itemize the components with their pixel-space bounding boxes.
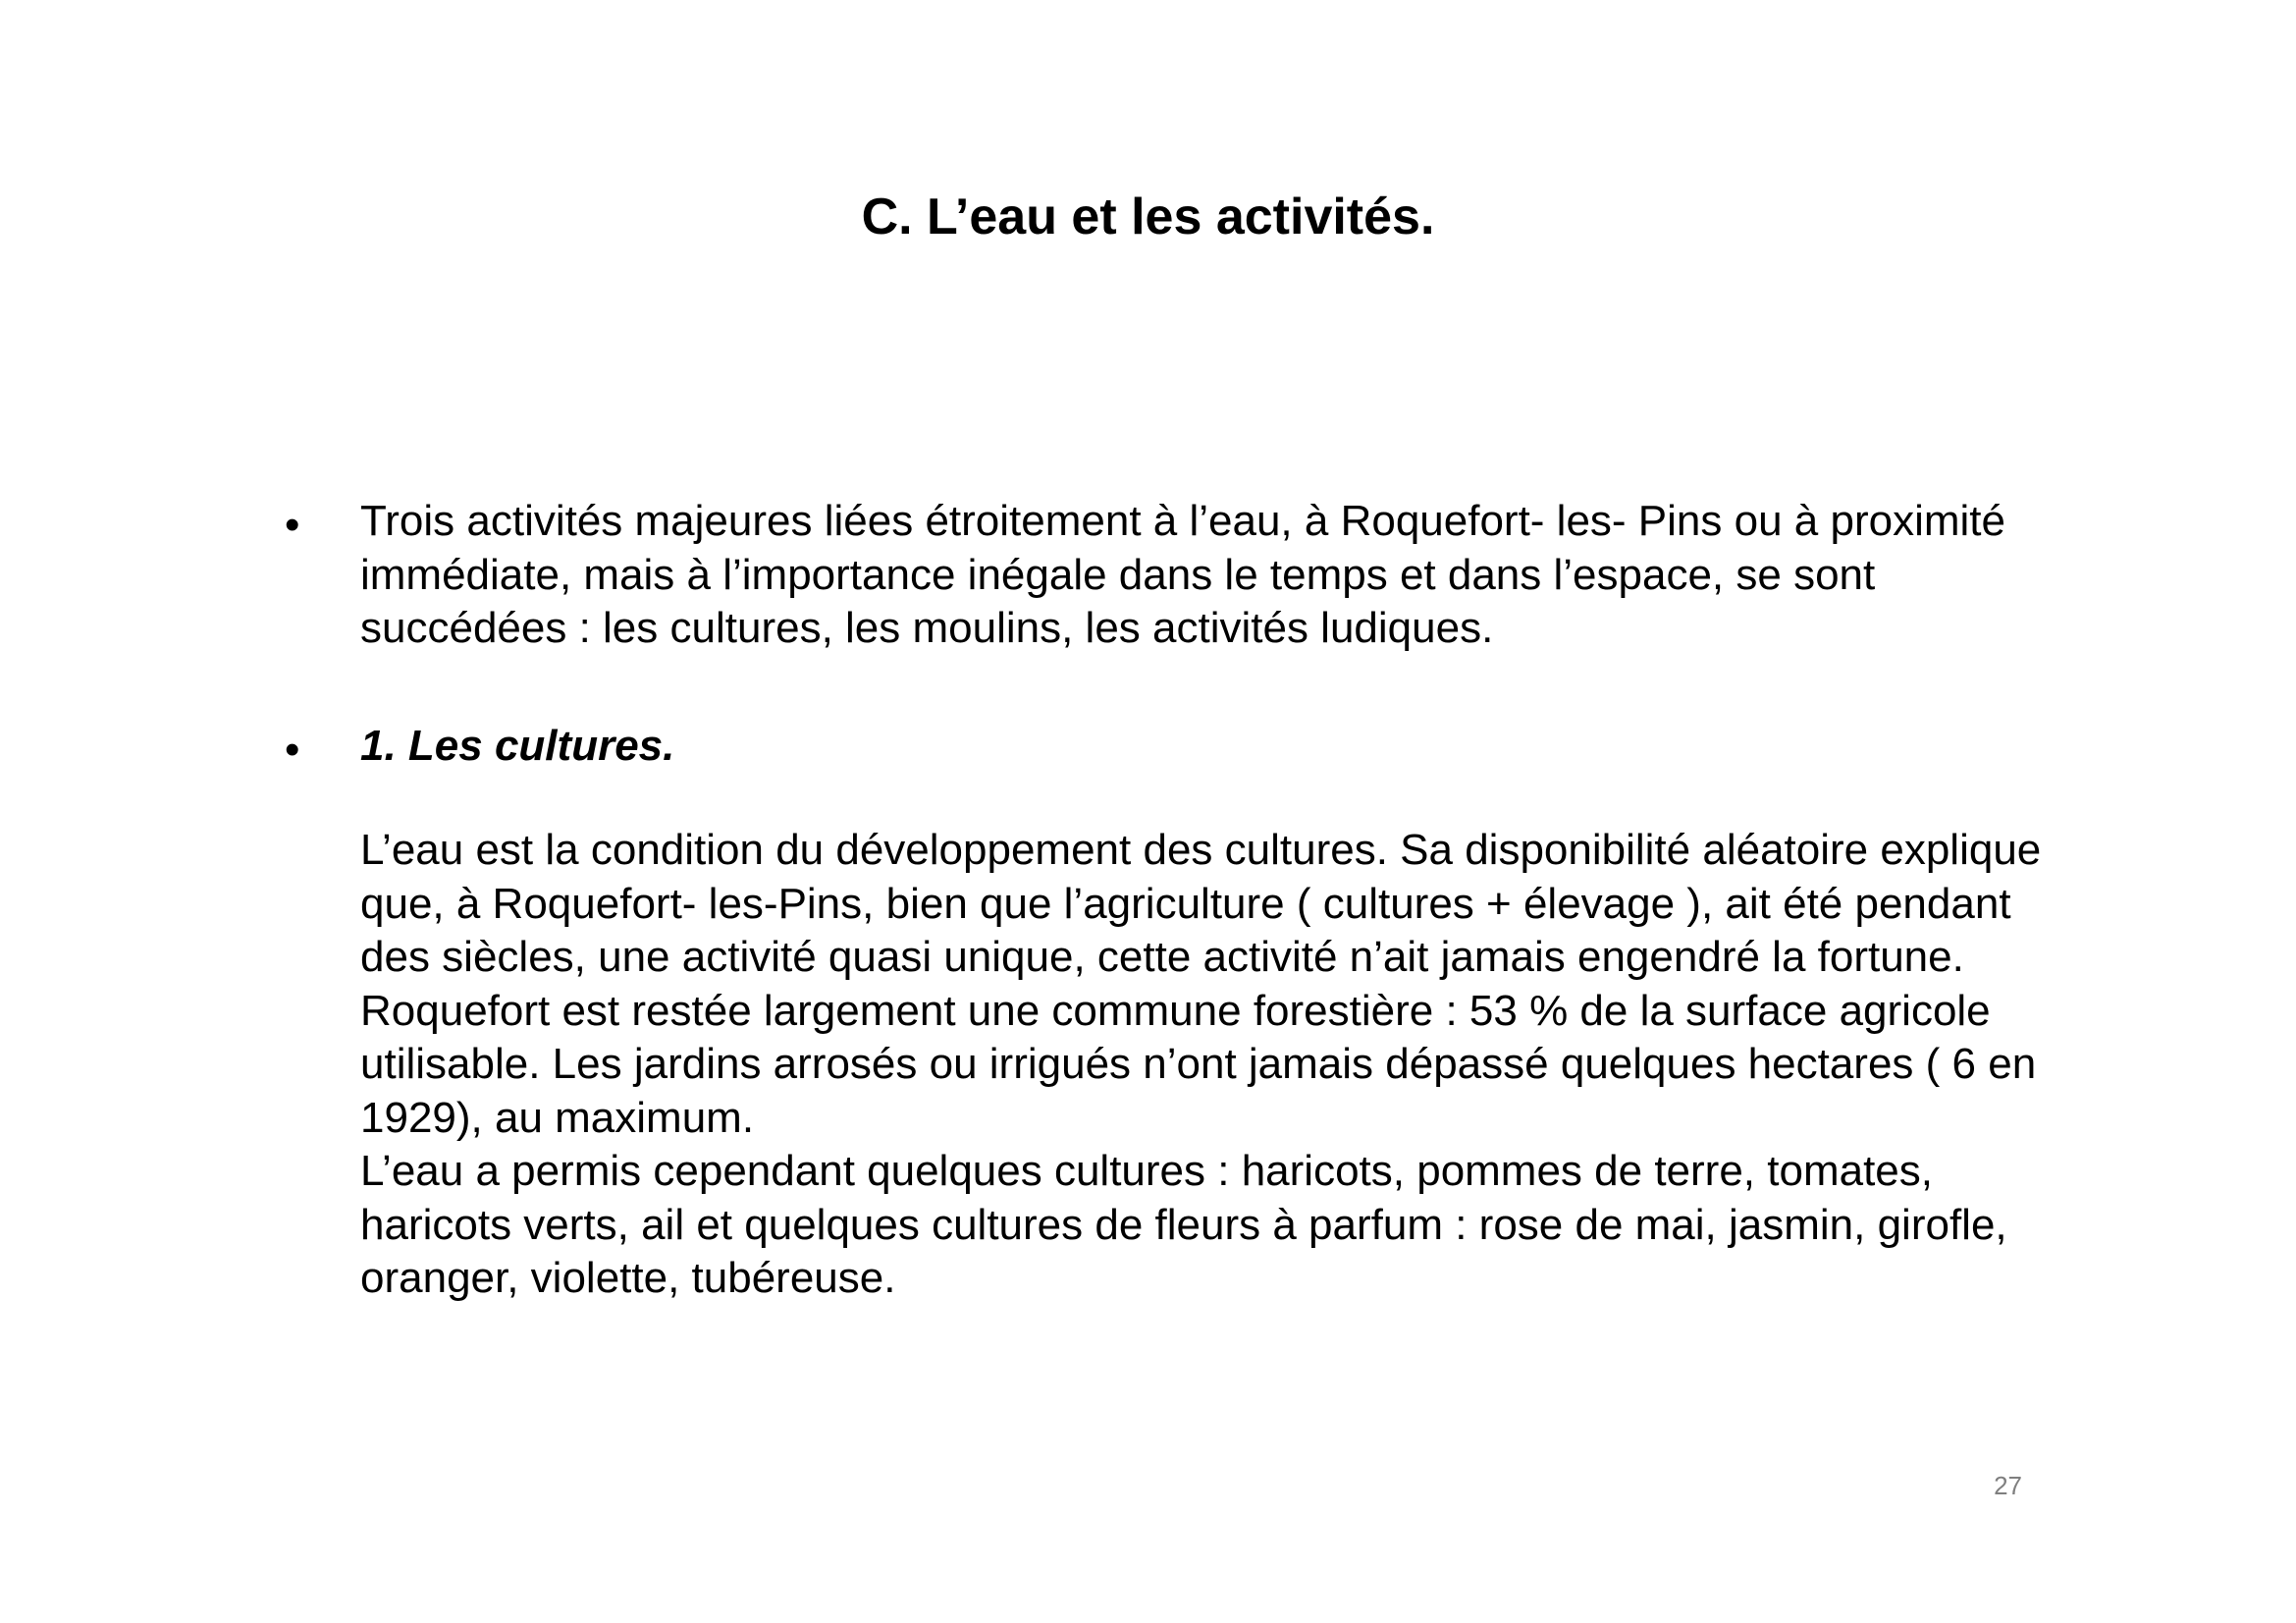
section-heading: 1. Les cultures.	[360, 722, 675, 770]
body-paragraph-1: L’eau est la condition du développement des cultures. Sa disponibilité aléatoire explique que, à Roquefort- les-Pins, bien que l’agriculture ( cultures + élevage ), ait été pendant des siècles, une activité quasi unique, cette activité n’ait jamais engendré la fortune. Roquefort est restée largement une commune forestière : 53 % de la surface agricole utilisable. Les jardins arrosés ou irrigués n’ont jamais dépassé quelques hectares ( 6 en 1929), au maximum.	[360, 826, 2042, 1142]
bullet-marker: •	[285, 726, 300, 774]
bullet-marker: •	[285, 501, 300, 549]
body-text	[360, 824, 2049, 1306]
slide-title: C. L’eau et les activités.	[861, 189, 1435, 245]
intro-paragraph: Trois activités majeures liées étroitement à l’eau, à Roquefort- les- Pins ou à proximité immédiate, mais à l’importance inégale dans le temps et dans l’espace, se sont succédées : les cultures, les moulins, les activités ludiques.	[360, 497, 2005, 652]
body-paragraph-2: L’eau a permis cependant quelques cultures : haricots, pommes de terre, tomates, haricots verts, ail et quelques cultures de fleurs à parfum : rose de mai, jasmin, girofle, oranger, violette, tubéreuse.	[360, 1147, 2007, 1302]
page-number: 27	[1994, 1471, 2022, 1500]
